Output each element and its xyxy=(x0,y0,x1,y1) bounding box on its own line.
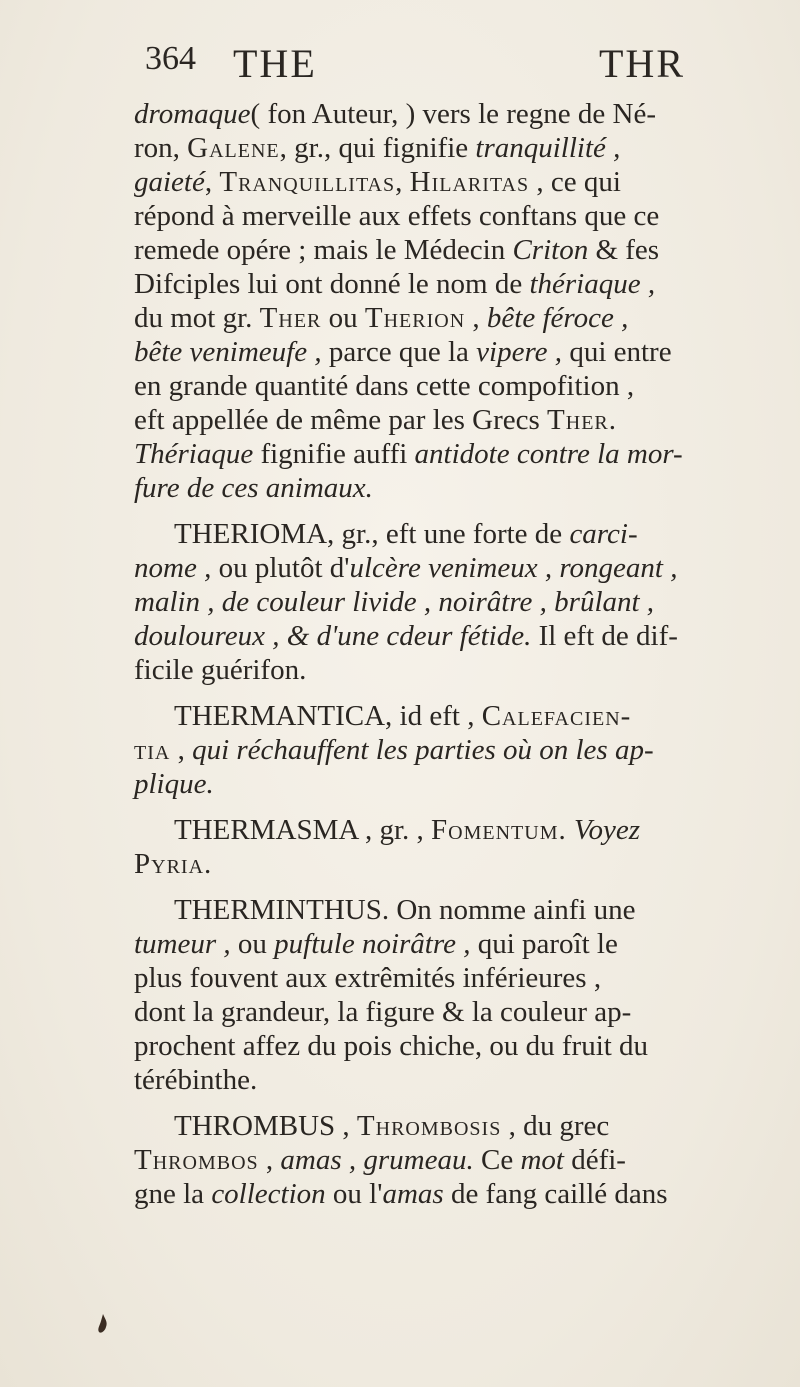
italic-text: thériaque , xyxy=(529,268,656,300)
italic-text: Thériaque xyxy=(134,438,254,470)
italic-text: carci- xyxy=(569,518,638,550)
text-run: ( fon Auteur, ) vers le regne de Né- xyxy=(250,98,657,130)
paragraph-gap xyxy=(134,801,714,813)
text-run: . On nomme ainfi une xyxy=(381,894,636,926)
small-caps-text: Hilaritas xyxy=(409,166,530,198)
text-line xyxy=(134,1109,714,1143)
text-run: , ce qui xyxy=(529,166,621,198)
text-line xyxy=(134,699,714,733)
text-line xyxy=(134,619,714,653)
body-text xyxy=(134,97,714,1211)
text-line xyxy=(134,335,714,369)
paragraph-gap xyxy=(134,505,714,517)
text-run xyxy=(567,814,574,846)
text-line: dont la grandeur, la figure & la couleur ap- xyxy=(134,996,632,1028)
text-run: Il eft de dif- xyxy=(531,620,678,652)
entry-headword: THERMANTICA xyxy=(174,700,386,732)
text-line xyxy=(134,403,714,437)
text-run: , gr. , xyxy=(357,814,432,846)
text-run: , gr., qui fignifie xyxy=(279,132,476,164)
text-line xyxy=(134,437,714,471)
text-line xyxy=(134,847,714,881)
italic-text: Criton xyxy=(512,234,589,266)
italic-text: plique. xyxy=(134,768,214,800)
text-line: prochent affez du pois chiche, ou du fruit du xyxy=(134,1030,649,1062)
italic-text: puftule noirâtre , xyxy=(274,928,471,960)
text-run: , du grec xyxy=(501,1110,610,1142)
text-line xyxy=(134,1177,714,1211)
text-line xyxy=(134,927,714,961)
italic-text: ulcère venimeux , rongeant , xyxy=(349,552,678,584)
italic-text: nome , xyxy=(134,552,212,584)
text-run: ou plutôt d' xyxy=(211,552,350,584)
paragraph-gap xyxy=(134,881,714,893)
entry-headword: THERMASMA xyxy=(174,814,358,846)
entry-headword: THROMBUS xyxy=(174,1110,336,1142)
text-line xyxy=(134,585,714,619)
text-line xyxy=(134,131,714,165)
italic-text: amas xyxy=(382,1178,444,1210)
text-run: , xyxy=(465,302,487,334)
text-run: remede opére ; mais le Médecin xyxy=(134,234,513,266)
right-guide-word: THR xyxy=(599,41,685,86)
text-line: térébinthe. xyxy=(134,1064,258,1096)
text-run: ou xyxy=(321,302,365,334)
italic-text: gaieté xyxy=(134,166,205,198)
text-run: , xyxy=(395,166,410,198)
text-run: défi- xyxy=(563,1144,626,1176)
small-caps-text: Thrombos xyxy=(134,1144,259,1176)
text-run: , id eft , xyxy=(385,700,482,732)
small-caps-text: Galene xyxy=(187,132,280,164)
small-caps-text: Pyria. xyxy=(134,848,213,880)
text-line xyxy=(134,893,714,927)
text-run: de fang caillé dans xyxy=(443,1178,668,1210)
text-run: ron, xyxy=(134,132,188,164)
text-line xyxy=(134,551,714,585)
small-caps-text: Therion xyxy=(364,302,466,334)
text-run: , xyxy=(170,734,193,766)
italic-text: bête venimeufe , xyxy=(134,336,322,368)
text-run: eft appellée de même par les Grecs xyxy=(134,404,548,436)
text-line xyxy=(134,301,714,335)
text-line xyxy=(134,233,714,267)
italic-text: qui réchauffent les parties où on les ap- xyxy=(192,734,654,766)
paragraph-gap xyxy=(134,687,714,699)
text-line: répond à merveille aux effets conftans que ce xyxy=(134,200,660,232)
small-caps-text: Fomentum. xyxy=(431,814,567,846)
text-line xyxy=(134,97,714,131)
text-run: ou xyxy=(230,928,275,960)
italic-text: mot xyxy=(520,1144,564,1176)
small-caps-text: Tranquillitas xyxy=(219,166,396,198)
text-run: , xyxy=(258,1144,281,1176)
entry-headword: THERMINTHUS xyxy=(174,894,382,926)
text-run: ou l' xyxy=(325,1178,383,1210)
text-run: qui entre xyxy=(562,336,672,368)
page-number: 364 xyxy=(145,40,196,77)
text-line xyxy=(134,471,714,505)
small-caps-text: Calefacien- xyxy=(481,700,632,732)
entry-headword: THERIOMA xyxy=(174,518,328,550)
small-caps-text: Ther. xyxy=(547,404,618,436)
text-run: & fes xyxy=(588,234,660,266)
italic-text: douloureux , & d'une cdeur fétide. xyxy=(134,620,532,652)
text-line xyxy=(134,767,714,801)
text-run: Ce xyxy=(473,1144,521,1176)
left-guide-word: THE xyxy=(233,41,317,86)
text-line xyxy=(134,813,714,847)
text-run: du mot gr. xyxy=(134,302,260,334)
text-line xyxy=(134,517,714,551)
italic-text: tumeur , xyxy=(134,928,231,960)
italic-text: tranquillité , xyxy=(475,132,621,164)
italic-text: collection xyxy=(211,1178,326,1210)
italic-text: fure de ces animaux. xyxy=(134,472,373,504)
text-line: ficile guérifon. xyxy=(134,654,307,686)
text-run: gne la xyxy=(134,1178,212,1210)
text-run: , gr., eft une forte de xyxy=(327,518,570,550)
text-line xyxy=(134,733,714,767)
running-header xyxy=(145,40,685,100)
small-caps-text: Ther xyxy=(259,302,322,334)
ink-blot-mark xyxy=(96,1312,110,1342)
text-run: Difciples lui ont donné le nom de xyxy=(134,268,530,300)
italic-text: amas , grumeau. xyxy=(280,1144,474,1176)
small-caps-text: tia xyxy=(134,734,171,766)
text-run: fignifie auffi xyxy=(253,438,415,470)
italic-text: malin , de couleur livide , noirâtre , brûlant , xyxy=(134,586,655,618)
text-run: , xyxy=(204,166,220,198)
text-line: plus fouvent aux extrêmités inférieures , xyxy=(134,962,602,994)
text-run: qui paroît le xyxy=(470,928,618,960)
text-run: , xyxy=(335,1110,357,1142)
italic-text: antidote contre la mor- xyxy=(414,438,683,470)
text-line xyxy=(134,1143,714,1177)
text-line xyxy=(134,165,714,199)
italic-text: dromaque xyxy=(134,98,251,130)
italic-text: Voyez xyxy=(573,814,641,846)
text-line: en grande quantité dans cette compofition , xyxy=(134,370,635,402)
italic-text: bête féroce , xyxy=(486,302,629,334)
paragraph-gap xyxy=(134,1097,714,1109)
italic-text: vipere , xyxy=(476,336,563,368)
small-caps-text: Thrombosis xyxy=(356,1110,502,1142)
text-line xyxy=(134,267,714,301)
text-run: parce que la xyxy=(321,336,477,368)
ink-blot-icon xyxy=(96,1313,110,1335)
